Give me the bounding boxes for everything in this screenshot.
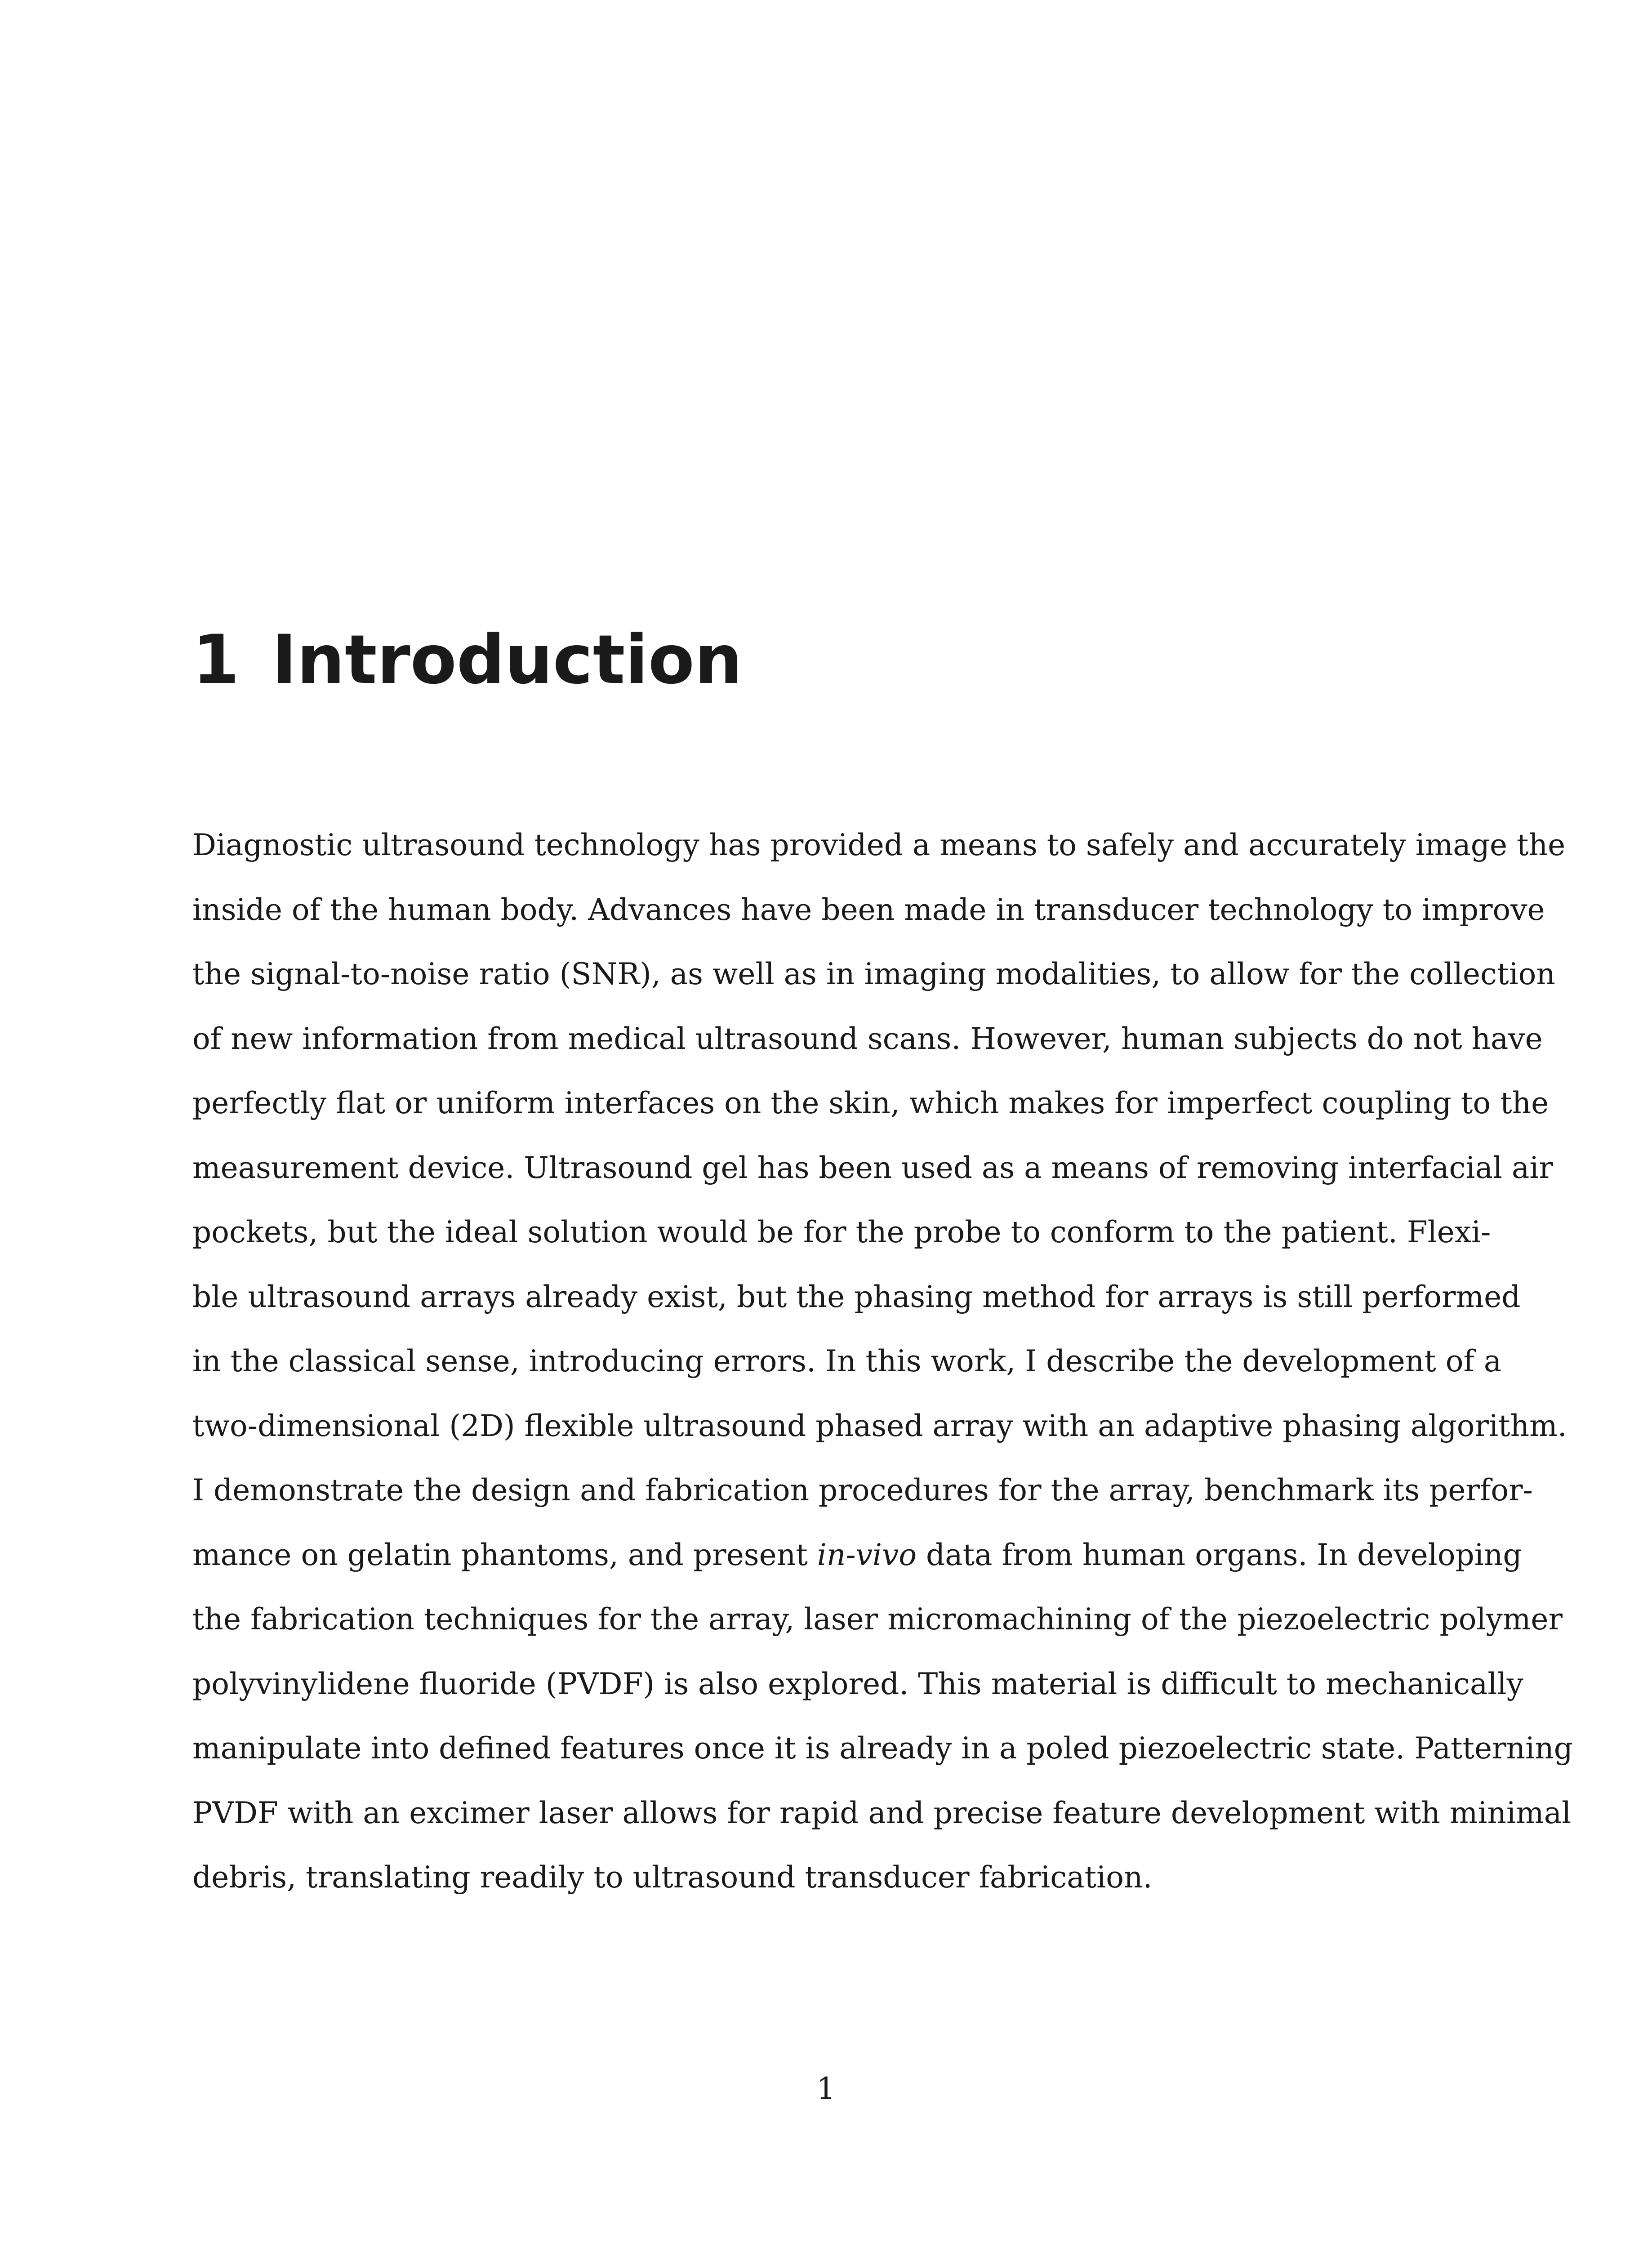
paragraph-line-with-italic bbox=[192, 1523, 1522, 1588]
paragraph-line: manipulate into defined features once it is already in a poled piezoelectric state. Patterning bbox=[192, 1731, 1573, 1766]
line-text-after-italic: data from human organs. In developing bbox=[917, 1537, 1522, 1572]
paragraph-line-last: debris, translating readily to ultrasound transducer fabrication. bbox=[192, 1860, 1153, 1895]
paragraph-line: pockets, but the ideal solution would be for the probe to conform to the patient. Flexi- bbox=[192, 1215, 1491, 1249]
italic-term-in-vivo: in-vivo bbox=[817, 1537, 917, 1572]
paragraph-line: PVDF with an excimer laser allows for rapid and precise feature development with minimal bbox=[192, 1795, 1572, 1830]
chapter-title: Introduction bbox=[272, 621, 743, 699]
paragraph-line: the fabrication techniques for the array, laser micromachining of the piezoelectric polymer bbox=[192, 1602, 1563, 1637]
paragraph-line: perfectly flat or uniform interfaces on the skin, which makes for imperfect coupling to the bbox=[192, 1086, 1549, 1120]
paragraph-line: I demonstrate the design and fabrication procedures for the array, benchmark its perfor- bbox=[192, 1473, 1533, 1508]
paragraph-line: in the classical sense, introducing errors. In this work, I describe the development of a bbox=[192, 1344, 1502, 1378]
paragraph-line: of new information from medical ultrasound scans. However, human subjects do not have bbox=[192, 1021, 1543, 1056]
line-text-before-italic: mance on gelatin phantoms, and present bbox=[192, 1537, 817, 1572]
paragraph-line: polyvinylidene fluoride (PVDF) is also explored. This material is difficult to mechanically bbox=[192, 1666, 1523, 1701]
paragraph-line: inside of the human body. Advances have been made in transducer technology to improve bbox=[192, 892, 1545, 927]
paragraph-line: Diagnostic ultrasound technology has provided a means to safely and accurately image the bbox=[192, 828, 1566, 862]
paragraph-line: the signal-to-noise ratio (SNR), as well as in imaging modalities, to allow for the collection bbox=[192, 957, 1555, 991]
chapter-number: 1 bbox=[192, 621, 240, 699]
paragraph-line: two-dimensional (2D) flexible ultrasound phased array with an adaptive phasing algorithm. bbox=[192, 1408, 1567, 1443]
chapter-heading bbox=[192, 620, 1451, 700]
page-number: 1 bbox=[816, 2071, 836, 2106]
paragraph-line: measurement device. Ultrasound gel has been used as a means of removing interfacial air bbox=[192, 1150, 1554, 1185]
paragraph-line: ble ultrasound arrays already exist, but the phasing method for arrays is still performed bbox=[192, 1279, 1521, 1314]
introduction-paragraph bbox=[192, 813, 1573, 1910]
